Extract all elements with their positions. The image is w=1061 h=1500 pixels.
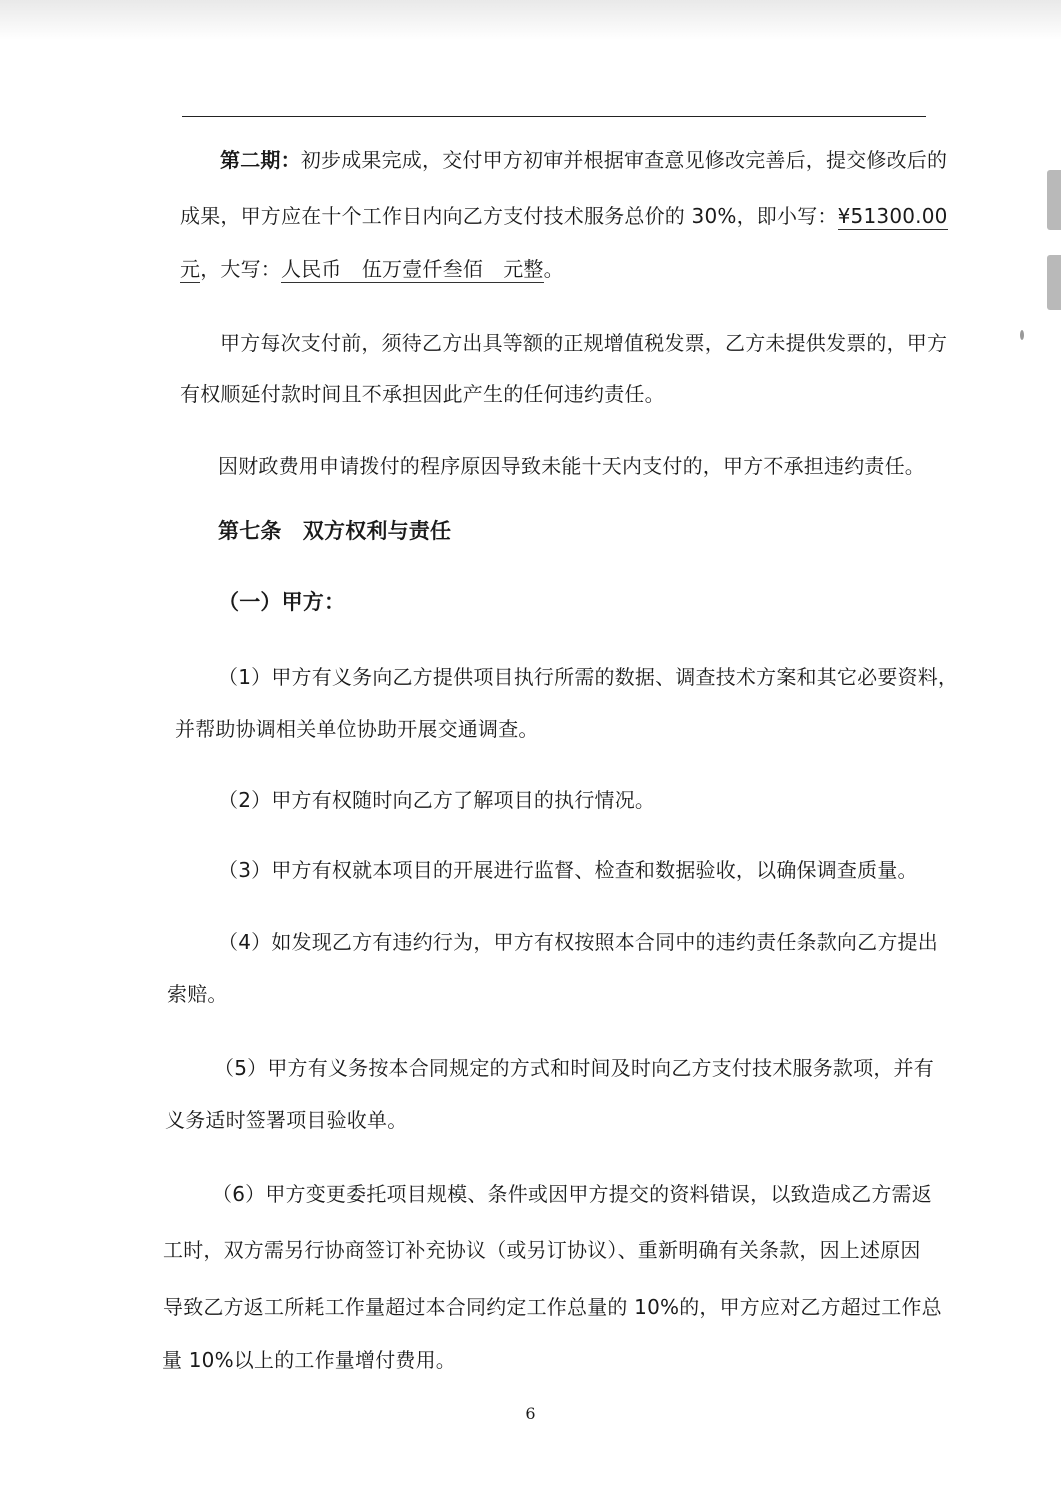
item-3: （3）甲方有权就本项目的开展进行监督、检查和数据验收，以确保调查质量。: [218, 858, 918, 882]
binding-mark: [1047, 170, 1061, 230]
phase2-label: 第二期：: [220, 148, 301, 172]
invoice-line1: 甲方每次支付前，须待乙方出具等额的正规增值税发票，乙方未提供发票的，甲方: [220, 331, 948, 355]
amount-numeric: ¥51300.00: [837, 204, 948, 228]
item-1-line1: （1）甲方有义务向乙方提供项目执行所需的数据、调查技术方案和其它必要资料，: [218, 665, 959, 689]
amount-unit: 元: [180, 257, 201, 281]
item-6-line3: 导致乙方返工所耗工作量超过本合同约定工作总量的 10%的，甲方应对乙方超过工作总: [163, 1295, 942, 1319]
scan-speck: [1020, 330, 1024, 340]
amount-words: 人民币 伍万壹仟叁佰 元整: [281, 257, 544, 281]
item-5-line1: （5）甲方有义务按本合同规定的方式和时间及时向乙方支付技术服务款项，并有: [214, 1056, 934, 1080]
item-4-line1: （4）如发现乙方有违约行为，甲方有权按照本合同中的违约责任条款向乙方提出: [218, 930, 938, 954]
phase2-line3: 元，大写：人民币 伍万壹仟叁佰 元整。: [180, 257, 564, 281]
scan-shadow: [0, 0, 1061, 40]
item-6-line2: 工时，双方需另行协商签订补充协议（或另订协议）、重新明确有关条款，因上述原因: [163, 1238, 921, 1262]
item-2: （2）甲方有权随时向乙方了解项目的执行情况。: [218, 788, 656, 812]
binding-mark: [1047, 255, 1061, 310]
invoice-line2: 有权顺延付款时间且不承担因此产生的任何违约责任。: [180, 382, 665, 406]
item-1-line2: 并帮助协调相关单位协助开展交通调查。: [175, 717, 539, 741]
phase2-line1: 第二期：初步成果完成，交付甲方初审并根据审查意见修改完善后，提交修改后的: [220, 148, 948, 172]
phase2-line2: 成果，甲方应在十个工作日内向乙方支付技术服务总价的 30%，即小写：¥51300.00: [180, 204, 948, 228]
page-number: 6: [525, 1404, 536, 1423]
article-7-title: 第七条 双方权利与责任: [218, 519, 452, 543]
header-rule: [182, 116, 926, 117]
item-4-line2: 索赔。: [167, 982, 228, 1006]
item-6-line4: 量 10%以上的工作量增付费用。: [162, 1348, 457, 1372]
finance-clause: 因财政费用申请拨付的程序原因导致未能十天内支付的，甲方不承担违约责任。: [218, 454, 925, 478]
item-6-line1: （6）甲方变更委托项目规模、条件或因甲方提交的资料错误，以致造成乙方需返: [212, 1182, 932, 1206]
item-5-line2: 义务适时签署项目验收单。: [165, 1108, 408, 1132]
section-a-title: （一）甲方：: [218, 590, 346, 614]
